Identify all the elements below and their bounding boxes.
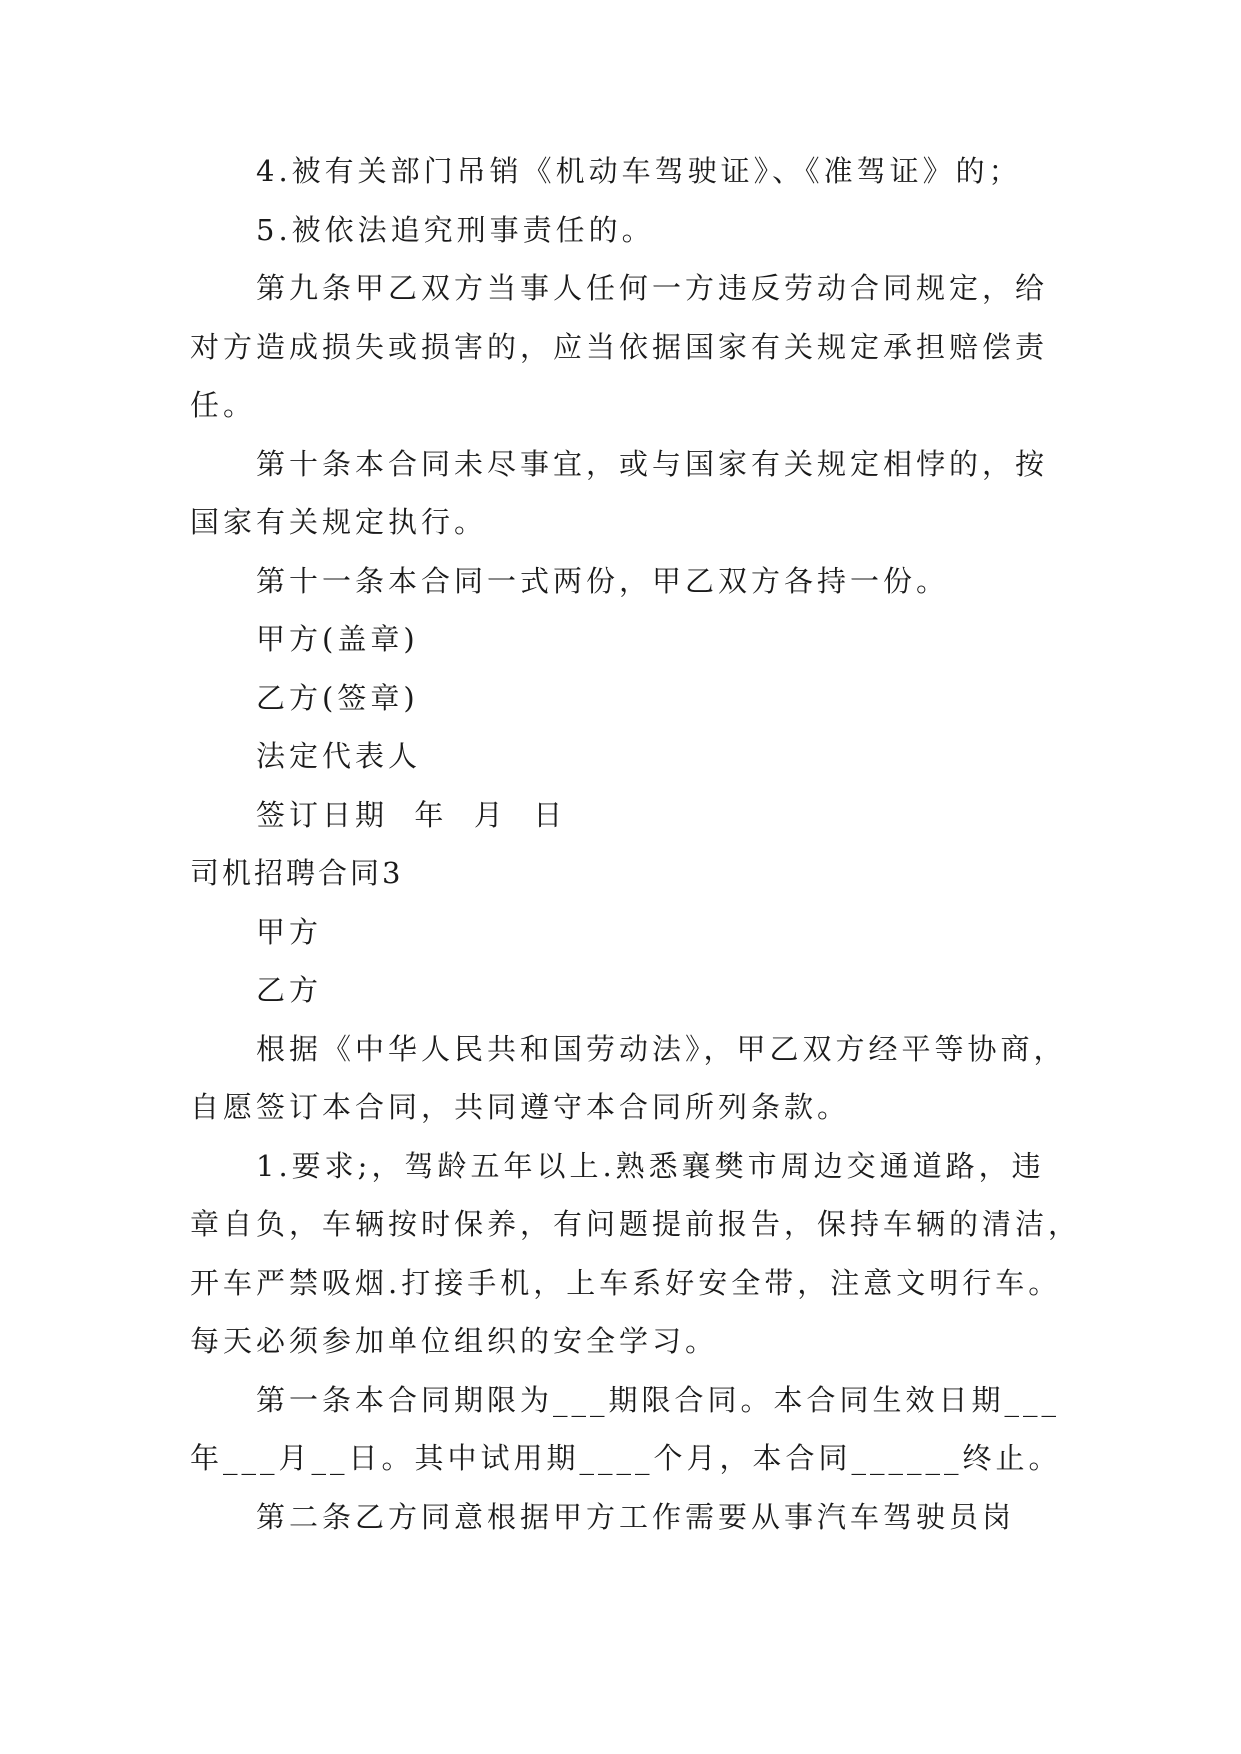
document-page xyxy=(190,142,1082,1546)
party-b-line: 乙方 xyxy=(256,973,323,1007)
paragraph-line: 4.被有关部门吊销《机动车驾驶证》、《准驾证》的； xyxy=(256,154,1022,188)
paragraph-line: 任。 xyxy=(190,388,257,422)
paragraph-line: 对方造成损失或损害的，应当依据国家有关规定承担赔偿责 xyxy=(190,329,1049,364)
paragraph-line: 第九条甲乙双方当事人任何一方违反劳动合同规定，给 xyxy=(256,271,1049,305)
paragraph-line: 国家有关规定执行。 xyxy=(190,505,488,539)
paragraph-line: 5.被依法追究刑事责任的。 xyxy=(256,212,655,247)
paragraph-line: 第二条乙方同意根据甲方工作需要从事汽车驾驶员岗 xyxy=(256,1499,1016,1534)
paragraph-line: 年___月__日。其中试用期____个月，本合同______终止。 xyxy=(190,1441,1062,1475)
paragraph-line: 第一条本合同期限为___期限合同。本合同生效日期___ xyxy=(256,1382,1061,1417)
paragraph-line: 根据《中华人民共和国劳动法》，甲乙双方经平等协商， xyxy=(256,1031,1067,1066)
section-heading: 司机招聘合同3 xyxy=(190,856,404,890)
signature-line-party-a: 甲方(盖章) xyxy=(256,622,419,656)
signature-line-representative: 法定代表人 xyxy=(256,739,422,773)
paragraph-line: 自愿签订本合同，共同遵守本合同所列条款。 xyxy=(190,1090,851,1124)
paragraph-line: 第十一条本合同一式两份，甲乙双方各持一份。 xyxy=(256,563,950,598)
paragraph-line: 章自负，车辆按时保养，有问题提前报告，保持车辆的清洁， xyxy=(190,1207,1082,1241)
paragraph-line: 每天必须参加单位组织的安全学习。 xyxy=(190,1324,719,1358)
party-a-line: 甲方 xyxy=(256,914,323,949)
paragraph-line: 第十条本合同未尽事宜，或与国家有关规定相悖的，按 xyxy=(256,446,1049,481)
signature-line-party-b: 乙方(签章) xyxy=(256,680,419,715)
paragraph-line: 1.要求;，驾龄五年以上.熟悉襄樊市周边交通道路，违 xyxy=(256,1148,1045,1183)
signing-date-line: 签订日期 年 月 日 xyxy=(256,797,567,832)
paragraph-line: 开车严禁吸烟.打接手机，上车系好安全带，注意文明行车。 xyxy=(190,1265,1062,1300)
